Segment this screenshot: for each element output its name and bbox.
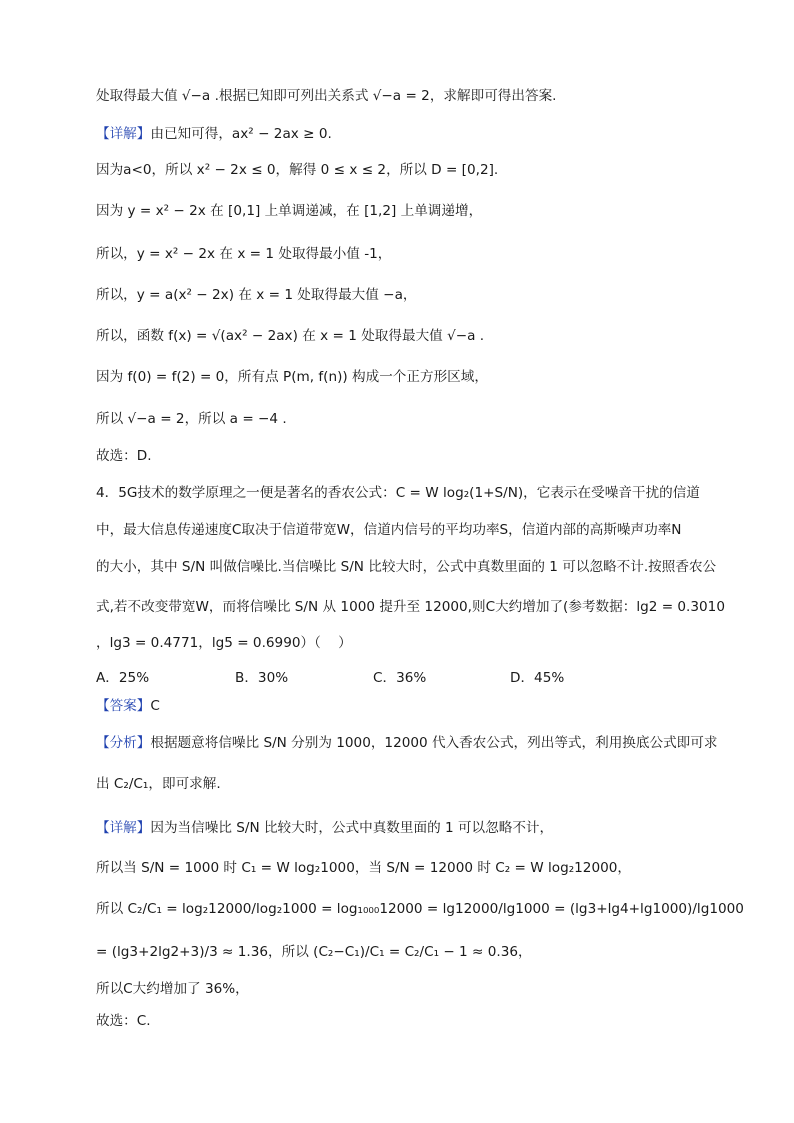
- text-run: 所以C大约增加了 36%，: [96, 981, 249, 997]
- analysis-text: 根据题意将信噪比 S/N 分别为 1000，12000 代入香农公式，列出等式，利用换底公式即可求: [150, 735, 718, 751]
- option-b: B．30%: [235, 670, 289, 686]
- text-run: 的大小，其中 S/N 叫做信噪比.当信噪比 S/N 比较大时，公式中真数里面的 1 可以忽略不计.按照香农公: [96, 559, 717, 575]
- solution-line-7: [96, 326, 484, 346]
- text-run: 因为 f(0) = f(2) = 0，所有点 P(m, f(n)) 构成一个正方形区域，: [96, 369, 488, 385]
- option-d: D．45%: [510, 670, 565, 686]
- solution-detail-line: [96, 124, 332, 144]
- text-run: 中，最大信息传递速度C取决于信道带宽W，信道内信号的平均功率S，信道内部的高斯噪声功率N: [96, 522, 682, 538]
- option-c: C．36%: [373, 670, 427, 686]
- analysis-tag: 【分析】: [96, 735, 151, 751]
- solution-line-4: [96, 201, 482, 221]
- question-4-line-5: [96, 633, 352, 653]
- detail-tag: 【详解】: [96, 126, 151, 142]
- question-4-line-4: [96, 597, 725, 617]
- option-a: A．25%: [96, 670, 150, 686]
- text-run: 所以 √−a = 2，所以 a = −4 .: [96, 411, 287, 427]
- question-4-line-2: [96, 520, 681, 540]
- answer-text: C: [150, 698, 160, 714]
- text-run: 因为 y = x² − 2x 在 [0,1] 上单调递减，在 [1,2] 上单调递增，: [96, 203, 483, 219]
- text-run: 故选：D.: [96, 448, 152, 464]
- text-run: 式,若不改变带宽W，而将信噪比 S/N 从 1000 提升至 12000,则C大约增加了(参考数据：lg2 = 0.3010: [96, 599, 725, 615]
- detail-line-2: [96, 858, 631, 878]
- analysis-line-1: [96, 733, 717, 753]
- solution-line-3: [96, 160, 498, 180]
- text-run: 故选：C.: [96, 1013, 151, 1029]
- text-run: 因为a<0，所以 x² − 2x ≤ 0，解得 0 ≤ x ≤ 2，所以 D = [0,2].: [96, 162, 499, 178]
- solution-line-8: [96, 367, 488, 387]
- text-run: ，lg3 = 0.4771，lg5 = 0.6990）（ ）: [96, 635, 352, 651]
- solution-line-5: [96, 244, 391, 264]
- text-run: 所以 C₂/C₁ = log₂12000/log₂1000 = log₁₀₀₀12000 = lg12000/lg1000 = (lg3+lg4+lg1000)/lg1000: [96, 901, 744, 917]
- text-run: 所以，y = x² − 2x 在 x = 1 处取得最小值 -1，: [96, 246, 392, 262]
- detail-line-5: [96, 979, 249, 999]
- solution-line-6: [96, 285, 417, 305]
- answer-line: [96, 696, 160, 716]
- text-run: 所以，函数 f(x) = √(ax² − 2ax) 在 x = 1 处取得最大值 √−a .: [96, 328, 485, 344]
- answer-tag: 【答案】: [96, 698, 151, 714]
- detail-text-2: 因为当信噪比 S/N 比较大时，公式中真数里面的 1 可以忽略不计，: [150, 820, 554, 836]
- detail-text: 由已知可得，ax² − 2ax ≥ 0.: [150, 126, 332, 142]
- text-run: 4．5G技术的数学原理之一便是著名的香农公式：C = W log₂(1+S/N)，它表示在受噪音干扰的信道: [96, 485, 700, 501]
- analysis-line-2: [96, 774, 221, 794]
- text-run: 所以，y = a(x² − 2x) 在 x = 1 处取得最大值 −a，: [96, 287, 417, 303]
- question-4-line-1: [96, 483, 700, 503]
- detail-line-6: [96, 1011, 151, 1031]
- solution-line-1: [96, 86, 557, 106]
- question-4-line-3: [96, 557, 716, 577]
- text-run: 出 C₂/C₁，即可求解.: [96, 776, 221, 792]
- detail-line-4: [96, 942, 532, 962]
- text-run: = (lg3+2lg2+3)/3 ≈ 1.36，所以 (C₂−C₁)/C₁ = C₂/C₁ − 1 ≈ 0.36，: [96, 944, 532, 960]
- solution-line-10: [96, 446, 152, 466]
- solution-line-9: [96, 409, 287, 429]
- text-run: 处取得最大值 √−a .根据已知即可列出关系式 √−a = 2，求解即可得出答案.: [96, 88, 557, 104]
- text-run: 所以当 S/N = 1000 时 C₁ = W log₂1000，当 S/N = 12000 时 C₂ = W log₂12000，: [96, 860, 631, 876]
- detail-tag-2: 【详解】: [96, 820, 151, 836]
- detail-line-1: [96, 818, 553, 838]
- detail-line-3: [96, 899, 744, 919]
